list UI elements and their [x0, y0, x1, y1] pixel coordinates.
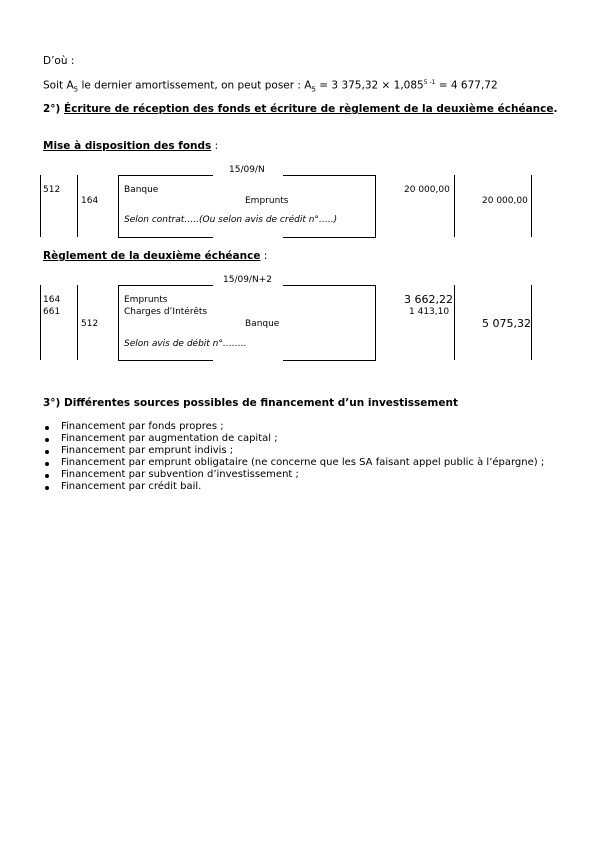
entry2-credit-account: 512 [81, 319, 99, 329]
bottom-rule-right [283, 237, 376, 238]
entry2-heading-text: Règlement de la deuxième échéance [43, 250, 261, 262]
entry2-debit-amount-1: 3 662,22 [404, 293, 453, 306]
list-item: Financement par augmentation de capital ; [61, 433, 278, 444]
entry1-line1: Banque [124, 185, 159, 195]
list-item: Financement par emprunt indivis ; [61, 445, 234, 456]
entry1-credit-account: 164 [81, 196, 99, 206]
bullet-icon [45, 486, 49, 490]
col-rule-2 [77, 175, 78, 237]
entry2-debit-amount-2: 1 413,10 [409, 307, 450, 317]
entry1-heading-text: Mise à disposition des fonds [43, 140, 212, 152]
entry2-date: 15/09/N+2 [223, 275, 272, 285]
entry1-debit-amount: 20 000,00 [404, 185, 450, 195]
entry1-heading [43, 140, 218, 152]
entry2-line3: Banque [245, 319, 280, 329]
bottom-rule-left [118, 237, 213, 238]
intro-dou: D’où : [43, 55, 75, 67]
bullet-icon [45, 462, 49, 466]
formula-mid: le dernier amortissement, on peut poser : A [78, 79, 312, 92]
bottom-rule-left-2 [118, 360, 213, 361]
entry2-line1: Emprunts [124, 295, 168, 305]
entry2-debit-account-1: 164 [43, 295, 61, 305]
col-rule-1 [40, 175, 41, 237]
section2-number: 2°) [43, 103, 65, 115]
col-rule-2b [77, 285, 78, 360]
col-rule-5 [454, 175, 455, 237]
entry2-line2: Charges d’Intérêts [124, 307, 208, 317]
section2-title-text: Écriture de réception des fonds et écriture de règlement de la deuxième échéance [64, 103, 554, 115]
col-rule-1b [40, 285, 41, 360]
list-item: Financement par crédit bail. [61, 481, 202, 492]
date-rule-right [283, 175, 376, 176]
formula-sub: 5 [73, 85, 79, 94]
col-rule-5b [454, 285, 455, 360]
list-item: Financement par fonds propres ; [61, 421, 224, 432]
intro-formula [43, 79, 498, 94]
col-rule-6b [531, 285, 532, 360]
entry1-line2: Emprunts [245, 196, 289, 206]
col-rule-4 [375, 175, 376, 237]
section3-title: 3°) Différentes sources possibles de financement d’un investissement [43, 397, 458, 409]
col-rule-3 [118, 175, 119, 237]
bullet-icon [45, 450, 49, 454]
formula-sup: 5 -1 [423, 79, 436, 86]
bullet-icon [45, 438, 49, 442]
formula-eq: = 3 375,32 × 1,085 [315, 79, 424, 92]
col-rule-3b [118, 285, 119, 360]
col-rule-4b [375, 285, 376, 360]
list-item: Financement par subvention d’investissement ; [61, 469, 299, 480]
bullet-icon [45, 474, 49, 478]
date-rule-right-2 [283, 285, 376, 286]
bullet-icon [45, 426, 49, 430]
formula-sub2: 5 [311, 85, 316, 94]
entry2-credit-amount: 5 075,32 [482, 317, 531, 330]
entry2-note: Selon avis de débit n°…….. [124, 339, 247, 349]
formula-prefix: Soit A [43, 79, 74, 92]
entry1-heading-suffix: : [211, 140, 219, 152]
date-rule-left-2 [118, 285, 213, 286]
list-item: Financement par emprunt obligataire (ne concerne que les SA faisant appel public à l’épargne) ; [61, 457, 545, 468]
formula-end: = 4 677,72 [435, 79, 498, 92]
entry1-note: Selon contrat…..(Ou selon avis de crédit n°…..) [124, 215, 338, 225]
bottom-rule-right-2 [283, 360, 376, 361]
entry1-debit-account: 512 [43, 185, 61, 195]
col-rule-6 [531, 175, 532, 237]
entry2-heading [43, 250, 267, 262]
entry2-heading-suffix: : [260, 250, 268, 262]
section2-dot: . [553, 103, 558, 115]
entry2-debit-account-2: 661 [43, 307, 61, 317]
entry1-credit-amount: 20 000,00 [482, 196, 528, 206]
date-rule-left [118, 175, 213, 176]
entry1-date: 15/09/N [229, 165, 265, 175]
section2-title [43, 103, 558, 115]
